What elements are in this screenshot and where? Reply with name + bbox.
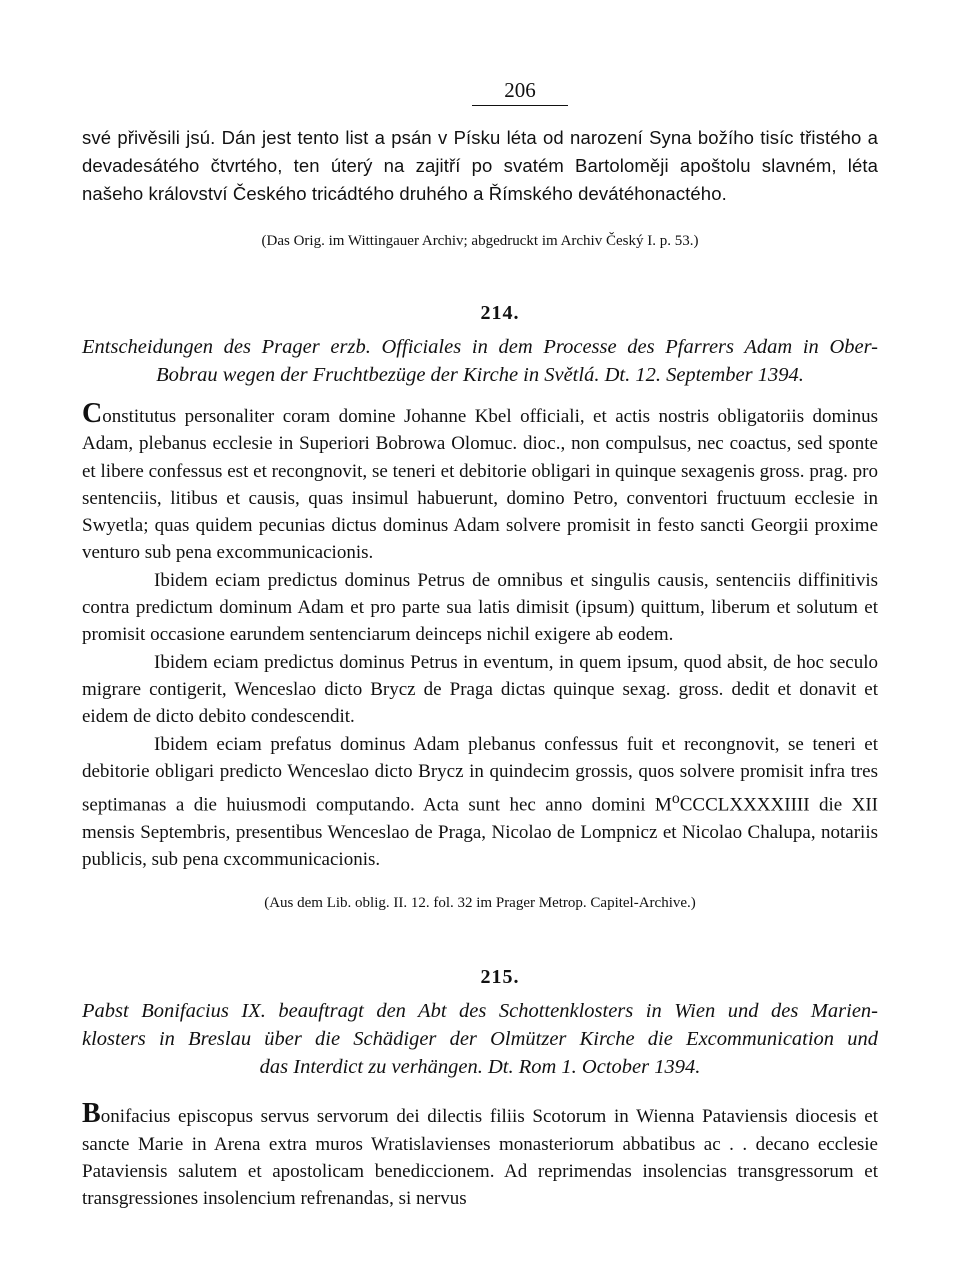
paragraph-text: onstitutus personaliter coram domine Johanne Kbel officiali, et actis nostris obligatoriis dominus Adam, plebanus ecclesie in Superiori Bobrowa Olomuc. dioc., non compulsus, nec coactus, sed sponte et libere confessus est et recongnovit, se teneri et debitorie obligari in quinque sexagenis gross. prag. pro sentenciis, litibus et causis, quas insimul habuerunt, domino Petro, conventori fructuum ecclesie in Swyetla; quas quidem pecunias dictus dominus Adam solvere promisit in festo sancti Georgii proxime venturo sub pena excommunicacionis. [82,406,878,564]
heading-line: klosters in Breslau über die Schädiger der Olmützer Kirche die Excommunication und [82,1028,878,1051]
document-number: 215. [480,966,520,989]
heading-line: Entscheidungen des Prager erzb. Officiales in dem Processe des Pfarrers Adam in Ober- [82,336,878,358]
source-note-213: (Das Orig. im Wittingauer Archiv; abgedruckt im Archiv Český I. p. 53.) [261,233,699,249]
paragraph-text: CCCLXXXXIIII die XII mensis Septembris, presentibus Wenceslao de Praga, Nicolao de Lompnicz et Nicolao Chalupa, notariis publicis, sub pena cxcommunicacionis. [82,794,879,871]
document-heading [82,333,878,389]
paragraph-text: onifacius episcopus servus servorum dei dilectis filiis Scotorum in Wienna Pataviensis diocesis et sancte Marie in Arena extra muros Wratislavienses monasteriorum abbatibus ac . . decano ecclesie Pataviensis salutem et apostolicam benediccionem. Ad reprimendas insolencias transgressorum et transgressiones insolencium refrenandas, si nervus [82,1106,878,1210]
source-note: (Aus dem Lib. oblig. II. 12. fol. 32 im Prager Metrop. Capitel-Archive.) [264,895,696,912]
document-215 [82,965,878,1212]
document-number: 214. [480,302,520,324]
superscript: o [671,790,680,808]
heading-line: Bobrau wegen der Fruchtbezüge der Kirche in Světlá. Dt. 12. September 1394. [156,364,804,386]
paragraph-text: Ibidem eciam prefatus dominus Adam plebanus confessus fuit et recongnovit, se teneri et debitorie obligari predicto Wenceslao dicto Brycz in quindecim grossis, quos solvere promisit infra tres septimanas a die huiusmodi computando. Acta sunt hec anno domini M [82,733,878,816]
heading-line: Pabst Bonifacius IX. beauftragt den Abt des Schottenklosters in Wien und des Marien- [82,1000,878,1023]
body-paragraph [82,731,878,874]
body-paragraph [82,1098,878,1212]
document-214 [82,301,878,913]
body-paragraph [82,398,878,567]
document-heading [82,997,878,1081]
initial-letter: C [82,398,103,429]
page-number: 206 [504,78,536,102]
initial-letter: B [82,1098,101,1130]
heading-line: das Interdict zu verhängen. Dt. Rom 1. October 1394. [259,1056,701,1079]
czech-paragraph: své přivěsili jsú. Dán jest tento list a psán v Písku léta od narození Syna božího tisíc třistého a devadesátého čtvrtého, ten úterý na zajitří po svatém Bartoloměji apoštolu slavném, léta našeho království Českého tricádtého druhého a Římského devátéhonactého. [82,127,878,204]
body-paragraph: Ibidem eciam predictus dominus Petrus in eventum, in quem ipsum, quod absit, de hoc seculo migrare contigerit, Wenceslao dicto Brycz de Praga dictas quinque sexag. gross. dedit et donavit et eidem de dicto debito condescendit. [82,651,878,728]
page-number-rule [472,105,568,106]
body-paragraph: Ibidem eciam predictus dominus Petrus de omnibus et singulis causis, sentenciis diffinitivis contra predictum dominum Adam et pro parte sua latis dimisit (ipsum) quittum, liberum et solutum et promisit occasione earundem sentenciarum deinceps nichil exigere ab eodem. [82,569,878,646]
document-page [82,78,878,1213]
